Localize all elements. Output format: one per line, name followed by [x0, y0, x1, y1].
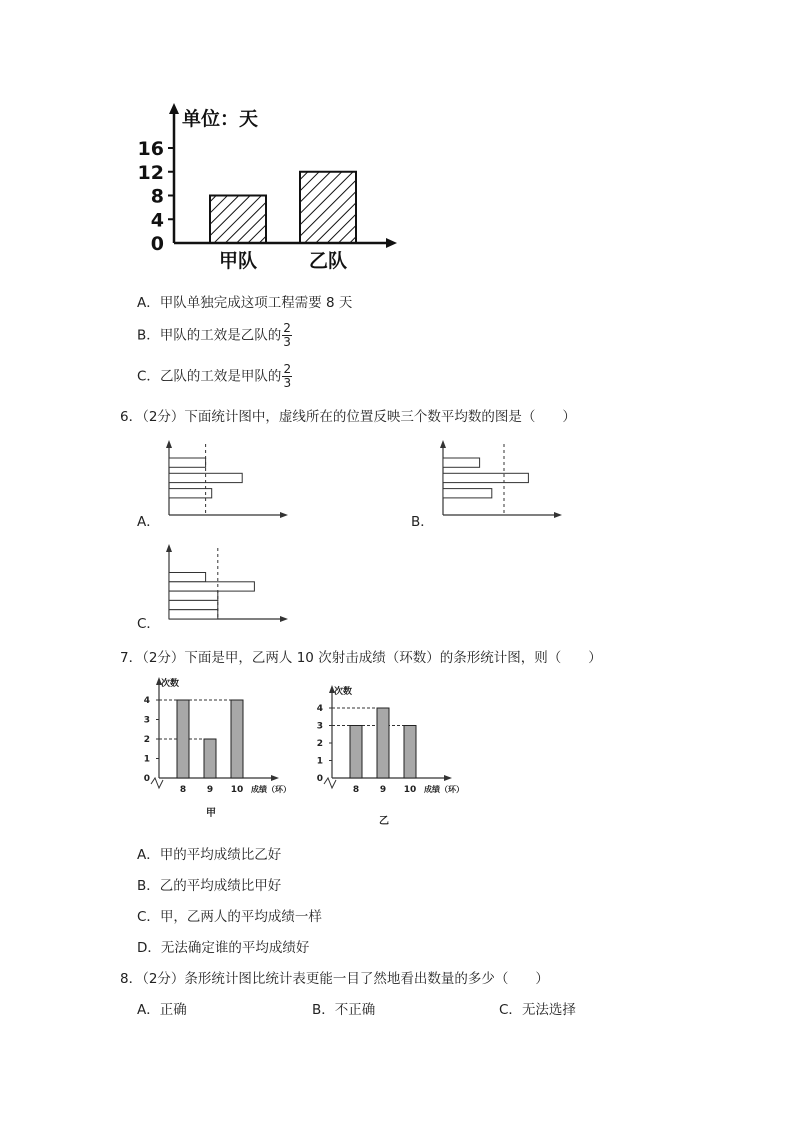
x-axis-arrow-icon — [271, 775, 279, 781]
x-category-label: 9 — [379, 785, 387, 795]
q5-option-c-fraction — [282, 363, 292, 390]
bar — [169, 610, 218, 619]
q7-option-b-label: B． — [137, 878, 160, 894]
q7-option-c-label: C． — [137, 909, 160, 925]
bar — [443, 489, 492, 498]
x-category-label: 10 — [230, 785, 244, 795]
q6-chart-a — [160, 438, 295, 523]
y-tick-label: 4 — [316, 704, 323, 714]
y-tick-label: 16 — [137, 138, 164, 160]
y-tick-label: 12 — [137, 161, 164, 184]
axis-break-icon — [324, 778, 336, 788]
x-category-label: 9 — [206, 785, 214, 795]
y-axis-arrow-icon — [440, 440, 446, 448]
x-axis-arrow-icon — [444, 775, 452, 781]
q7-option-a — [137, 843, 281, 863]
q5-option-a — [137, 291, 352, 311]
q7-chart-jia — [140, 676, 300, 826]
bar — [210, 196, 266, 244]
y-axis-arrow-icon — [166, 544, 172, 552]
q7-option-b-text: 乙的平均成绩比甲好 — [159, 878, 282, 894]
q8-option-a-text: 正确 — [159, 1002, 187, 1018]
q8-option-b-label: B． — [312, 1002, 335, 1018]
bar — [177, 700, 189, 778]
fraction-denominator: 3 — [283, 376, 292, 390]
q7-option-b — [137, 874, 281, 894]
q6-chart-c — [160, 542, 295, 627]
x-category-label: 8 — [179, 785, 187, 795]
y-tick-label: 0 — [143, 774, 150, 784]
q5-option-b-text: 甲队的工效是乙队的 — [159, 327, 282, 344]
x-axis-arrow-icon — [280, 616, 288, 622]
q8-option-c-label: C． — [499, 1002, 522, 1018]
bar — [169, 458, 206, 467]
q5-option-a-text: 甲队单独完成这项工程需要 8 天 — [159, 295, 353, 311]
y-tick-label: 0 — [316, 774, 323, 784]
y-tick-label: 3 — [316, 721, 323, 732]
q6-option-b-label: B． — [411, 514, 434, 530]
y-tick-label: 3 — [143, 715, 150, 726]
axis-break-icon — [151, 778, 163, 788]
bar — [404, 726, 416, 779]
fraction-denominator: 3 — [283, 335, 291, 349]
q7-chart-yi — [315, 684, 485, 834]
y-tick-label: 2 — [316, 739, 323, 749]
chart-title: 乙 — [379, 816, 389, 827]
y-tick-label: 1 — [316, 756, 323, 767]
q6-stem: 6．（2分）下面统计图中，虚线所在的位置反映三个数平均数的图是（ ） — [120, 409, 576, 425]
bar — [350, 726, 362, 779]
x-axis-label: 成绩（环） — [424, 785, 464, 794]
chart-title: 甲 — [206, 808, 216, 819]
bar — [231, 700, 243, 778]
x-category-label: 8 — [352, 785, 360, 795]
q8-stem: 8．（2分）条形统计图比统计表更能一目了然地看出数量的多少（ ） — [120, 971, 549, 987]
y-tick-label: 4 — [143, 696, 150, 706]
bar — [169, 573, 206, 582]
chart-unit-label: 单位：天 — [182, 108, 259, 130]
q5-option-c — [137, 363, 292, 390]
y-axis-label: 次数 — [161, 679, 180, 689]
x-category-label: 甲队 — [218, 250, 258, 272]
bar — [169, 591, 218, 600]
q7-stem: 7．（2分）下面是甲，乙两人 10 次射击成绩（环数）的条形统计图，则（ ） — [120, 650, 602, 666]
q5-option-c-label: C． — [137, 368, 160, 385]
y-tick-label: 4 — [150, 209, 164, 232]
bar — [169, 582, 254, 591]
fraction-numerator: 2 — [283, 362, 292, 376]
x-axis-arrow-icon — [280, 512, 288, 518]
q7-option-c — [137, 905, 322, 925]
x-category-label: 10 — [403, 785, 417, 795]
q5-option-b-label: B． — [137, 327, 160, 344]
q8-option-c-text: 无法选择 — [521, 1002, 576, 1018]
bar — [443, 473, 528, 482]
q5-option-a-label: A． — [137, 295, 160, 311]
y-tick-label: 2 — [143, 735, 150, 745]
q7-option-c-text: 甲，乙两人的平均成绩一样 — [159, 909, 322, 925]
y-axis-arrow-icon — [169, 103, 179, 114]
q5-option-b-fraction — [282, 322, 292, 349]
y-axis-label: 次数 — [334, 687, 353, 697]
q6-chart-b — [434, 438, 569, 523]
q8-option-b-text: 不正确 — [334, 1002, 376, 1018]
x-axis-label: 成绩（环） — [251, 785, 291, 794]
q5-option-c-text: 乙队的工效是甲队的 — [159, 368, 282, 385]
q7-option-d — [137, 936, 309, 956]
bar — [377, 708, 389, 778]
q5-bar-chart — [130, 100, 410, 275]
fraction-numerator: 2 — [283, 321, 291, 335]
q6-option-c-label: C． — [137, 616, 160, 632]
bar — [443, 458, 480, 467]
y-tick-label: 1 — [143, 754, 150, 765]
q7-option-a-text: 甲的平均成绩比乙好 — [159, 847, 282, 863]
q8-option-a-label: A． — [137, 1002, 160, 1018]
x-category-label: 乙队 — [308, 250, 348, 272]
y-tick-label: 0 — [150, 233, 164, 255]
q5-option-b — [137, 322, 292, 349]
q6-option-a-label: A． — [137, 514, 160, 530]
q7-option-a-label: A． — [137, 847, 160, 863]
bar — [169, 600, 218, 609]
x-axis-arrow-icon — [554, 512, 562, 518]
bar — [204, 739, 216, 778]
y-axis-arrow-icon — [166, 440, 172, 448]
q8-option-c — [499, 998, 576, 1018]
q8-option-a — [137, 998, 187, 1018]
q8-option-b — [312, 998, 375, 1018]
bar — [300, 172, 356, 243]
q7-option-d-text: 无法确定谁的平均成绩好 — [160, 940, 310, 956]
q7-option-d-label: D． — [137, 940, 161, 956]
x-axis-arrow-icon — [386, 238, 397, 248]
y-tick-label: 8 — [150, 185, 164, 208]
